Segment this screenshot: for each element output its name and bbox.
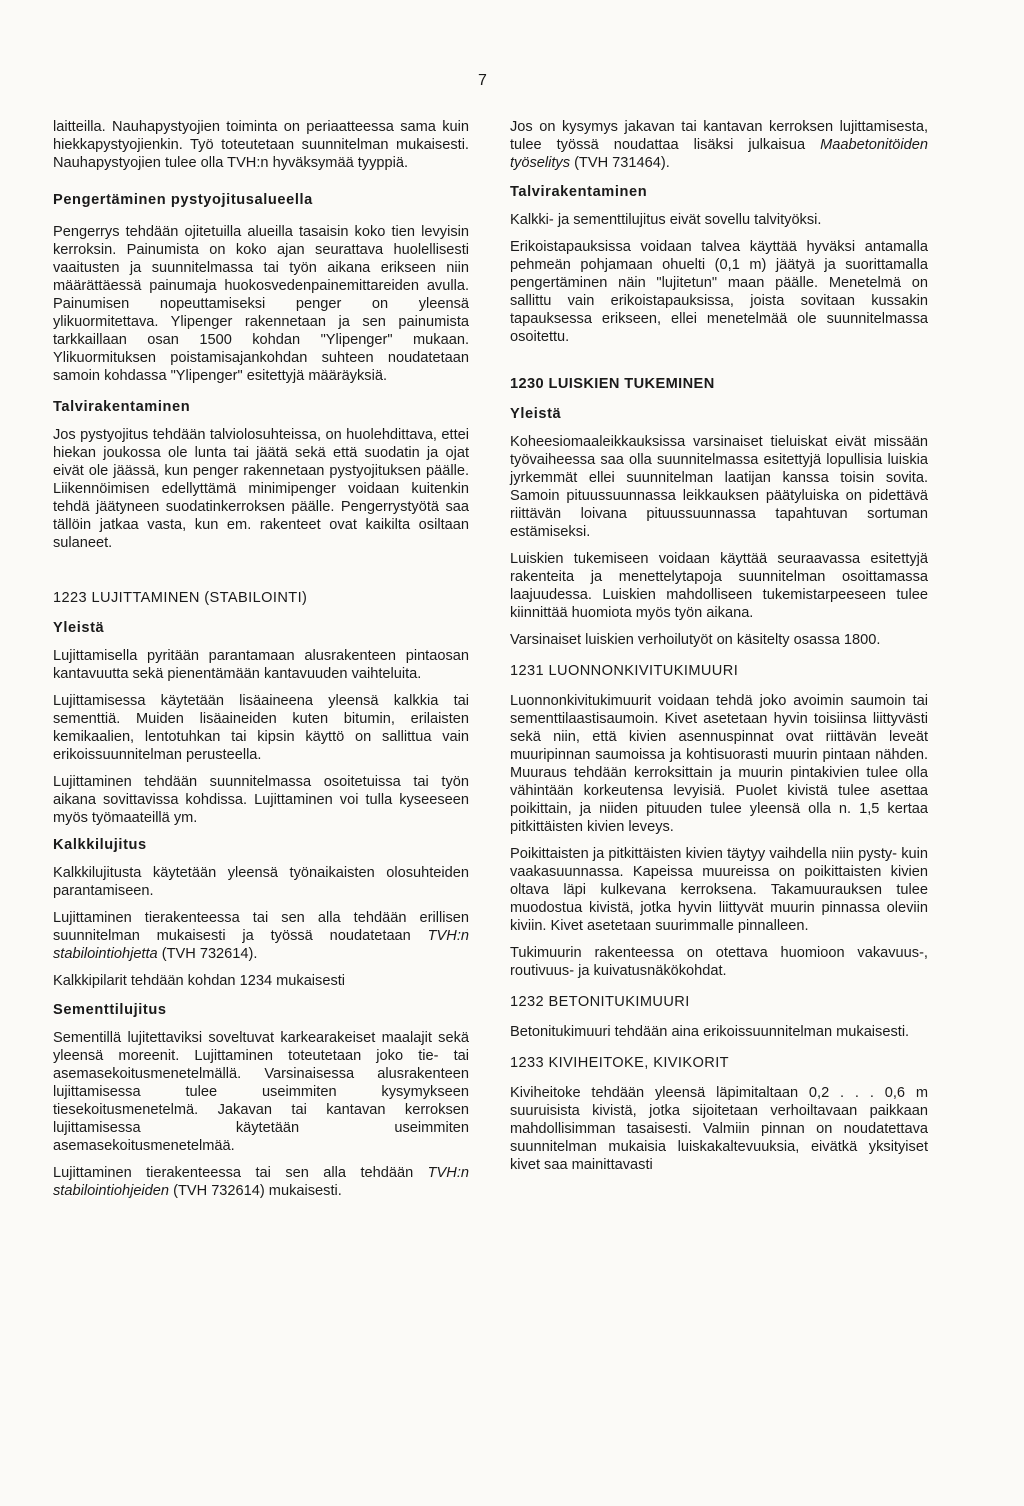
section-heading-1233: 1233 KIVIHEITOKE, KIVIKORIT	[510, 1055, 729, 1071]
paragraph	[510, 118, 928, 172]
publication-title: TVH:n stabilointiohjetta	[53, 928, 469, 962]
text: (TVH 731464).	[570, 155, 670, 171]
paragraph: Varsinaiset luiskien verhoilutyöt on käsitelty osassa 1800.	[510, 632, 881, 648]
paragraph: Kalkkipilarit tehdään kohdan 1234 mukaisesti	[53, 973, 346, 989]
paragraph: Lujittamisessa käytetään lisäaineena yleensä kalkkia tai sementtiä. Muiden lisäaineiden kuten bitumin, erilaisten kemikaalien, lentotuhkan tai kipsin käyttö on sallittua vain erikoissuunnitelman perusteella.	[53, 693, 469, 763]
publication-title: Maabetonitöiden työselitys	[510, 137, 928, 171]
paragraph: Kalkki- ja sementtilujitus eivät sovellu talvityöksi.	[510, 212, 822, 228]
subheading-yleista: Yleistä	[53, 620, 105, 636]
publication-title: TVH:n stabilointiohjeiden	[53, 1165, 469, 1199]
paragraph	[53, 1164, 469, 1200]
paragraph: Kiviheitoke tehdään yleensä läpimitaltaan 0,2 . . . 0,6 m suuruisista kivistä, jotka sijoitetaan verhoiltavaan paikkaan mahdollisimman tasaisesti. Valmiin pinnan on noudatettava suunnitelman mukaisia luiskakaltevuuksia, eivätkä yksityiset kivet saa mainittavasti	[510, 1085, 928, 1173]
left-column	[53, 118, 469, 1209]
paragraph: Lujittamisella pyritään parantamaan alusrakenteen pintaosan kantavuutta sekä pienentämään kantavuuden vaihteluita.	[53, 648, 469, 682]
subheading-kalkkilujitus: Kalkkilujitus	[53, 837, 147, 853]
section-heading-1230: 1230 LUISKIEN TUKEMINEN	[510, 376, 715, 392]
paragraph: Pengerrys tehdään ojitetuilla alueilla tasaisin koko tien levyisin kerroksin. Painumista on koko ajan seurattava huolellisesti vaaitusten ja suunnitelmassa tai työn aikana erikseen niin määrättäessä painumaja huokosvedenpainemittareiden avulla. Painumisen nopeuttamiseksi penger on yleensä ylikuormitettava. Ylipenger rakennetaan ja sen painumista tarkkaillaan osan 1500 kohdan "Ylipenger" mukaan. Ylikuormituksen poistamisajankohdan suhteen noudatetaan samoin kohdassa "Ylipenger" esitettyjä määräyksiä.	[53, 224, 469, 384]
subheading-yleista: Yleistä	[510, 406, 562, 422]
paragraph: Luiskien tukemiseen voidaan käyttää seuraavassa esitettyjä rakenteita ja menettelytapoja suunnitelman osoittamassa laajuudessa. Luiskien mahdolliseen tukemistarpeeseen tulee kiinnittää huomiota myös työn aikana.	[510, 551, 928, 621]
text: Lujittaminen tierakenteessa tai sen alla tehdään	[53, 1165, 428, 1181]
paragraph: Poikittaisten ja pitkittäisten kivien täytyy vaihdella niin pysty- kuin vaakasuunnassa. Kapeissa muureissa on poikittaisten kivien oltava läpi kulkevana kerroksena. Takamuurauksen tulee muodostua kivistä, jotka hyvin liittyvät muurin pinnassa oleviin kiviin. Kivet asetetaan suurimmalle pinnalleen.	[510, 846, 928, 934]
subheading-talvirakentaminen: Talvirakentaminen	[510, 184, 648, 200]
text: Lujittaminen tierakenteessa tai sen alla tehdään erillisen suunnitelman mukaisesti ja työssä noudatetaan	[53, 910, 469, 944]
paragraph: Kalkkilujitusta käytetään yleensä työnaikaisten olosuhteiden parantamiseen.	[53, 865, 469, 899]
paragraph: Sementillä lujitettaviksi soveltuvat karkearakeiset maalajit sekä yleensä moreenit. Lujittaminen toteutetaan joko tie- tai asemasekoitusmenetelmällä. Varsinaisessa alusrakenteen lujittamisessa tulee useimmiten kysymykseen tiesekoitusmenetelmä. Jakavan tai kantavan kerroksen lujittamisessa käytetään useimmiten asemasekoitusmenetelmää.	[53, 1030, 469, 1154]
subheading-pengertaminen: Pengertäminen pystyojitusalueella	[53, 192, 313, 208]
section-heading-1232: 1232 BETONITUKIMUURI	[510, 994, 690, 1010]
paragraph: Erikoistapauksissa voidaan talvea käyttää hyväksi antamalla pehmeän pohjamaan ohuelti (0,1 m) jäätyä ja suorittamalla pengertäminen näin "lujitetun" maan päälle. Menetelmä on sallittu vain erikoistapauksissa, joista sovitaan kussakin tapauksessa erikseen, ellei menetelmää ole suunnitelmassa osoitettu.	[510, 239, 928, 345]
paragraph	[53, 909, 469, 963]
text: Jos on kysymys jakavan tai kantavan kerroksen lujittamisesta, tulee työssä noudattaa lisäksi julkaisua	[510, 119, 928, 153]
subheading-talvirakentaminen: Talvirakentaminen	[53, 399, 191, 415]
paragraph: laitteilla. Nauhapystyojien toiminta on periaatteessa sama kuin hiekkapystyojienkin. Työ toteutetaan suunnitelman mukaisesti. Nauhapystyojien tulee olla TVH:n hyväksymää tyyppiä.	[53, 119, 469, 171]
text: (TVH 732614) mukaisesti.	[169, 1183, 342, 1199]
paragraph: Jos pystyojitus tehdään talviolosuhteissa, on huolehdittava, ettei hiekan joukossa ole lunta tai jäätä sekä että suodatin ja ojat eivät ole jäässä, kun penger rakennetaan pystyojituksen päälle. Liikennöimisen edellyttämä minimipenger voidaan kuitenkin tehdä jäätyneen suodatinkerroksen päälle. Pengerrystyötä saa tällöin jatkaa vasta, kun em. rakenteet ovat kaikilta osiltaan sulaneet.	[53, 427, 469, 551]
paragraph: Lujittaminen tehdään suunnitelmassa osoitetuissa tai työn aikana sovittavissa kohdissa. Lujittaminen voi tulla kyseeseen myös työmaateillä ym.	[53, 774, 469, 826]
section-heading-1223: 1223 LUJITTAMINEN (STABILOINTI)	[53, 590, 308, 606]
text: (TVH 732614).	[157, 946, 258, 962]
section-heading-1231: 1231 LUONNONKIVITUKIMUURI	[510, 663, 739, 679]
paragraph: Betonitukimuuri tehdään aina erikoissuunnitelman mukaisesti.	[510, 1024, 910, 1040]
page-number: 7	[478, 72, 487, 89]
paragraph: Luonnonkivitukimuurit voidaan tehdä joko avoimin saumoin tai sementtilaastisaumoin. Kivet asetetaan hyvin toisiinsa liittyvästi sekä niin, että kivien asennuspinnat ovat riittävän leveät muuripinnan saumoissa ja kohtisuorasti muurin pintaan nähden. Muuraus tehdään kerroksittain ja muurin pintakivien tulee olla vähintään korkeutensa levyisiä. Puolet kivistä tulee asettaa poikittain, ja niiden pituuden tulee yleensä olla n. 1,5 kertaa pitkittäisten kivien leveys.	[510, 693, 928, 835]
right-column	[510, 118, 928, 1183]
paragraph: Koheesiomaaleikkauksissa varsinaiset tieluiskat eivät missään työvaiheessa saa olla suunnitelmassa esitettyjä lopullisia luiskia jyrkemmät ellei suunnitelman laatijan kanssa toisin sovita. Samoin pituussuunnassa leikkauksen päätyluiska on pidettävä riittävän loivana pituussuunnassa tapahtuvan sortuman estämiseksi.	[510, 434, 928, 540]
subheading-sementtilujitus: Sementtilujitus	[53, 1002, 167, 1018]
paragraph: Tukimuurin rakenteessa on otettava huomioon vakavuus-, routivuus- ja kuivatusnäkökohdat.	[510, 945, 928, 979]
